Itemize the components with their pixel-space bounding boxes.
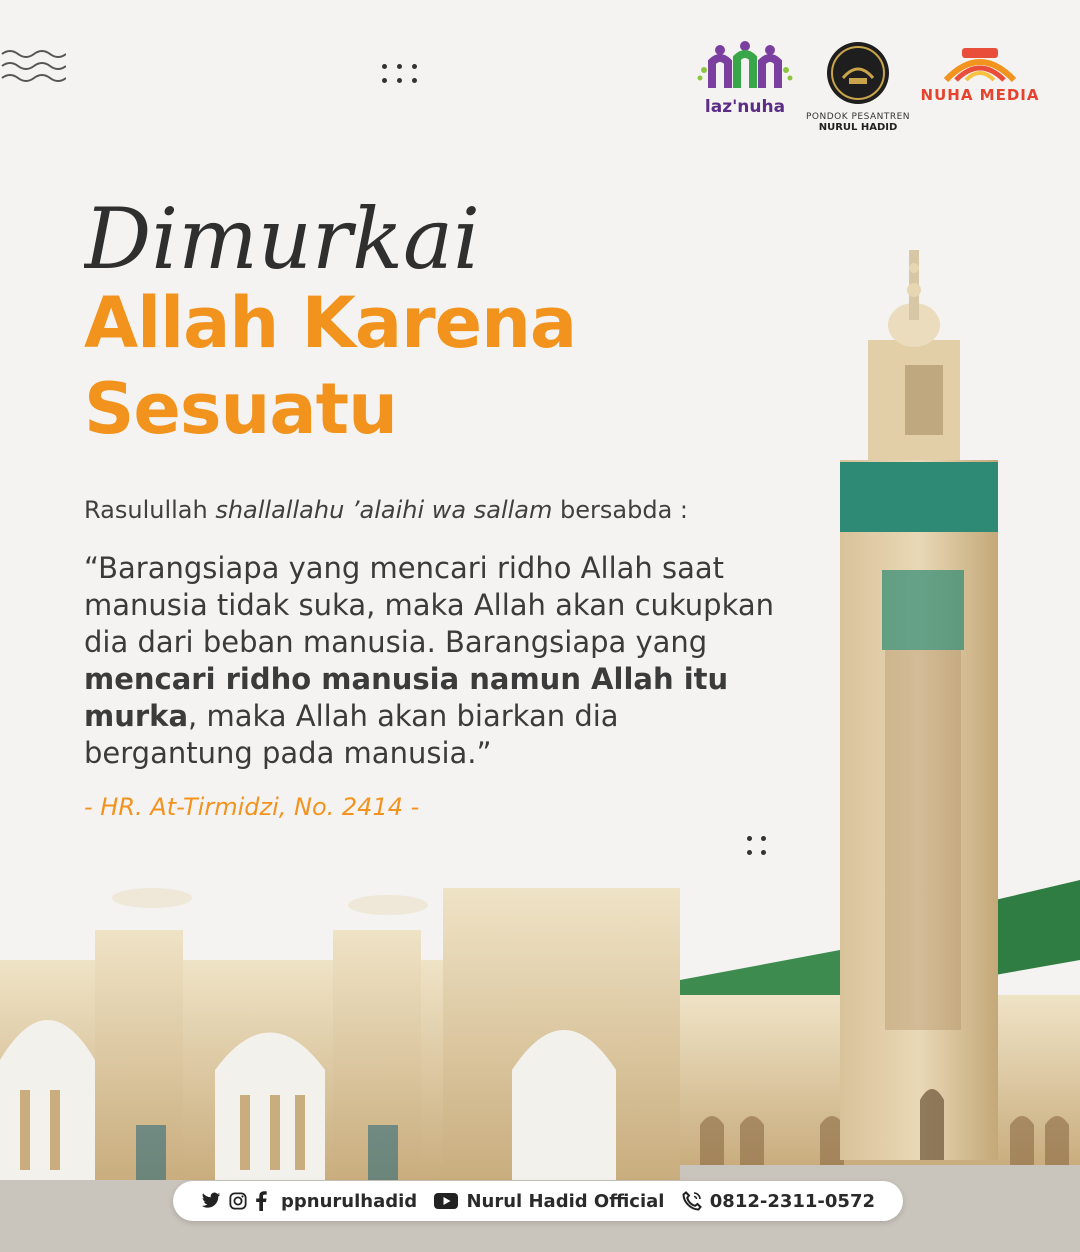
pesantren-line2: NURUL HADID xyxy=(818,122,898,133)
pesantren-seal-icon xyxy=(825,40,891,106)
dots-decoration-top xyxy=(382,64,422,88)
laz-nuha-logo xyxy=(690,38,800,117)
title-line1: Allah Karena xyxy=(84,282,577,364)
youtube-icon[interactable] xyxy=(434,1192,458,1210)
title-line2: Sesuatu xyxy=(84,368,397,450)
hadith-source: - HR. At-Tirmidzi, No. 2414 - xyxy=(84,793,420,821)
nuha-media-label: NUHA MEDIA xyxy=(920,86,1040,104)
hadith-bold: mencari ridho manusia namun Allah itu murka xyxy=(84,662,729,733)
pesantren-logo xyxy=(805,40,911,136)
phone-number[interactable]: 0812-2311-0572 xyxy=(709,1190,875,1212)
intro-after: bersabda : xyxy=(552,496,688,524)
pesantren-line1: PONDOK PESANTREN xyxy=(805,112,911,122)
intro-before: Rasulullah xyxy=(84,496,216,524)
phone-icon[interactable] xyxy=(682,1191,702,1211)
social-group xyxy=(201,1191,417,1212)
social-handle[interactable]: ppnurulhadid xyxy=(281,1190,418,1212)
hadith-part2: , maka Allah akan biarkan dia bergantung pada manusia.” xyxy=(84,699,619,770)
wave-decoration-icon xyxy=(0,48,66,88)
mosque-illustration xyxy=(0,230,1080,1252)
intro-italic: shallallahu ’alaihi wa sallam xyxy=(215,496,553,524)
twitter-icon[interactable] xyxy=(201,1192,221,1210)
nuha-media-logo xyxy=(918,40,1042,110)
hadith-part1: “Barangsiapa yang mencari ridho Allah saat manusia tidak suka, maka Allah akan cukupkan dia dari beban manusia. Barangsiapa yang xyxy=(84,551,775,659)
phone-group xyxy=(682,1191,875,1212)
instagram-icon[interactable] xyxy=(229,1192,247,1210)
youtube-group xyxy=(434,1191,664,1212)
footer-contact-bar xyxy=(173,1181,903,1221)
laz-nuha-label: laz'nuha xyxy=(704,97,786,117)
facebook-icon[interactable] xyxy=(255,1191,267,1211)
title-script-text: Dimurkai xyxy=(84,190,480,288)
nuha-media-emblem-icon xyxy=(932,40,1028,86)
laz-nuha-emblem-icon xyxy=(690,38,800,94)
youtube-channel[interactable]: Nurul Hadid Official xyxy=(466,1190,665,1212)
